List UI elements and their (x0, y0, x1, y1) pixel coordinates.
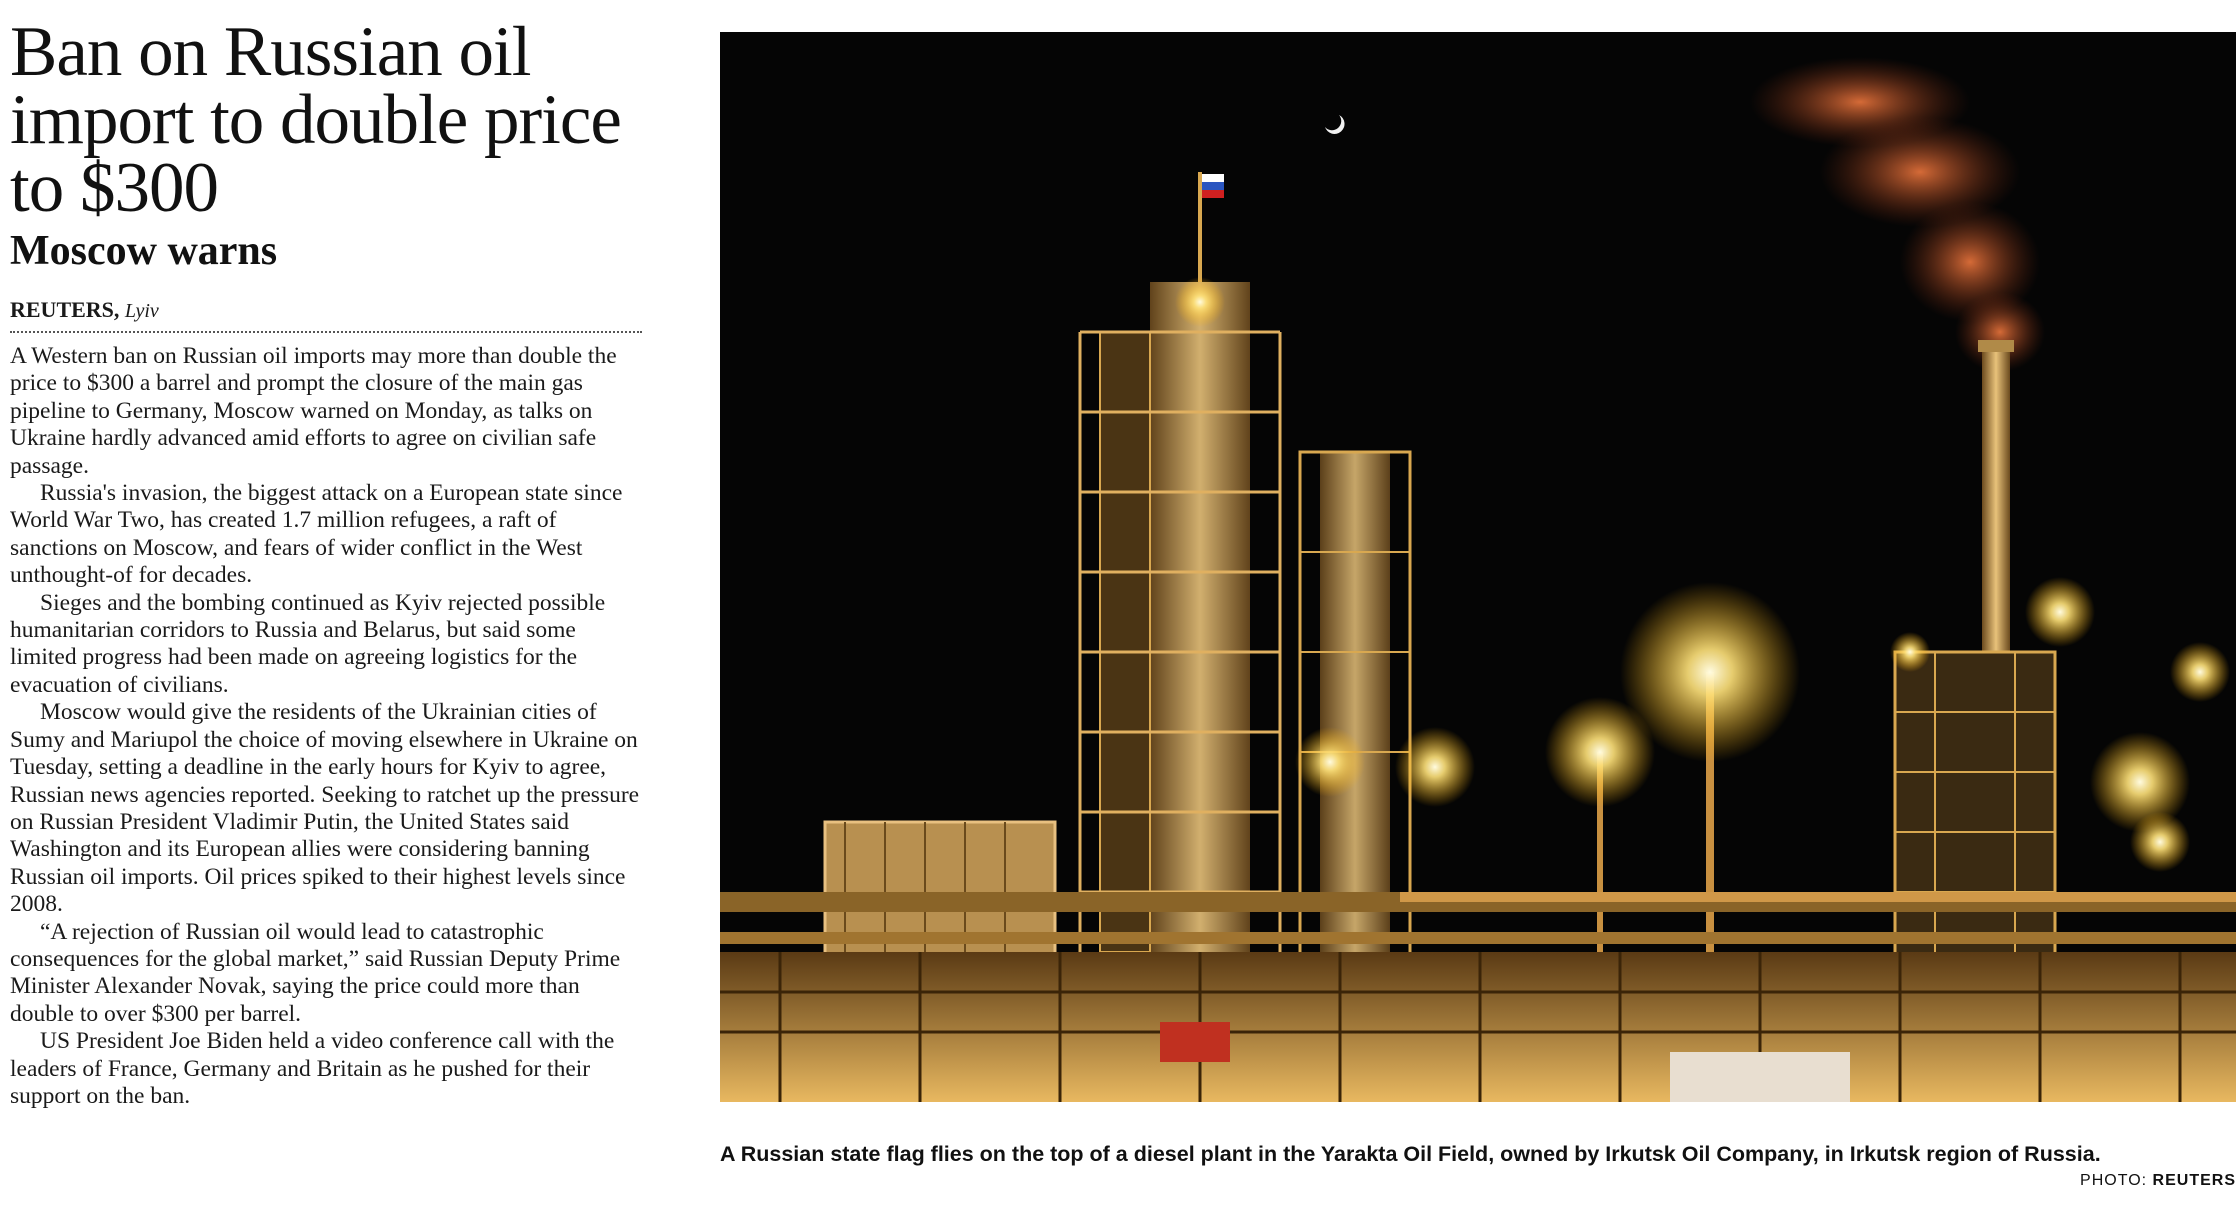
photo-credit-source: REUTERS (2152, 1172, 2236, 1189)
photo-credit (2080, 1172, 2236, 1190)
refinery-photo (720, 32, 2236, 1102)
byline-agency: REUTERS, (10, 297, 120, 322)
paragraph: A Western ban on Russian oil imports may more than double the price to $300 a barrel and prompt the closure of the main gas pipeline to Germany, Moscow warned on Monday, as talks on Ukraine hardly advanced amid efforts to agree on civilian safe passage. (10, 343, 617, 479)
paragraph: Moscow would give the residents of the Ukrainian cities of Sumy and Mariupol the choice of moving elsewhere in Ukraine on Tuesday, setting a deadline in the early hours for Kyiv to agree, Russian news agencies reported. Seeking to ratchet up the pressure on Russian President Vladimir Putin, the United States said Washington and its European allies were considering banning Russian oil imports. Oil prices spiked to their highest levels since 2008. (10, 699, 640, 918)
paragraph: Sieges and the bombing continued as Kyiv rejected possible humanitarian corridors to Russia and Belarus, but said some limited progress had been made on agreeing logistics for the evacuation of civilians. (10, 589, 606, 698)
article (10, 13, 642, 1198)
photo-caption: A Russian state flag flies on the top of a diesel plant in the Yarakta Oil Field, owned by Irkutsk Oil Company, in Irkutsk region of Russia. (720, 1142, 2101, 1166)
byline-location: Lyiv (124, 300, 159, 322)
subheadline: Moscow warns (10, 228, 278, 274)
byline (10, 298, 642, 333)
refinery-night-scene (720, 32, 2236, 1102)
paragraph: US President Joe Biden held a video conference call with the leaders of France, Germany and Britain as he pushed for their support on the ban. (10, 1028, 615, 1109)
article-body (10, 343, 642, 1110)
photo-credit-label: PHOTO: (2080, 1172, 2148, 1189)
paragraph: “A rejection of Russian oil would lead to catastrophic consequences for the global market,” said Russian Deputy Prime Minister Alexander Novak, saying the price could more than double to over $300 per barrel. (10, 918, 621, 1027)
paragraph: Russia's invasion, the biggest attack on a European state since World War Two, has created 1.7 million refugees, a raft of sanctions on Moscow, and fears of wider conflict in the West unthought-of for decades. (10, 480, 623, 589)
headline: Ban on Russian oil import to double price to $300 (10, 13, 621, 227)
